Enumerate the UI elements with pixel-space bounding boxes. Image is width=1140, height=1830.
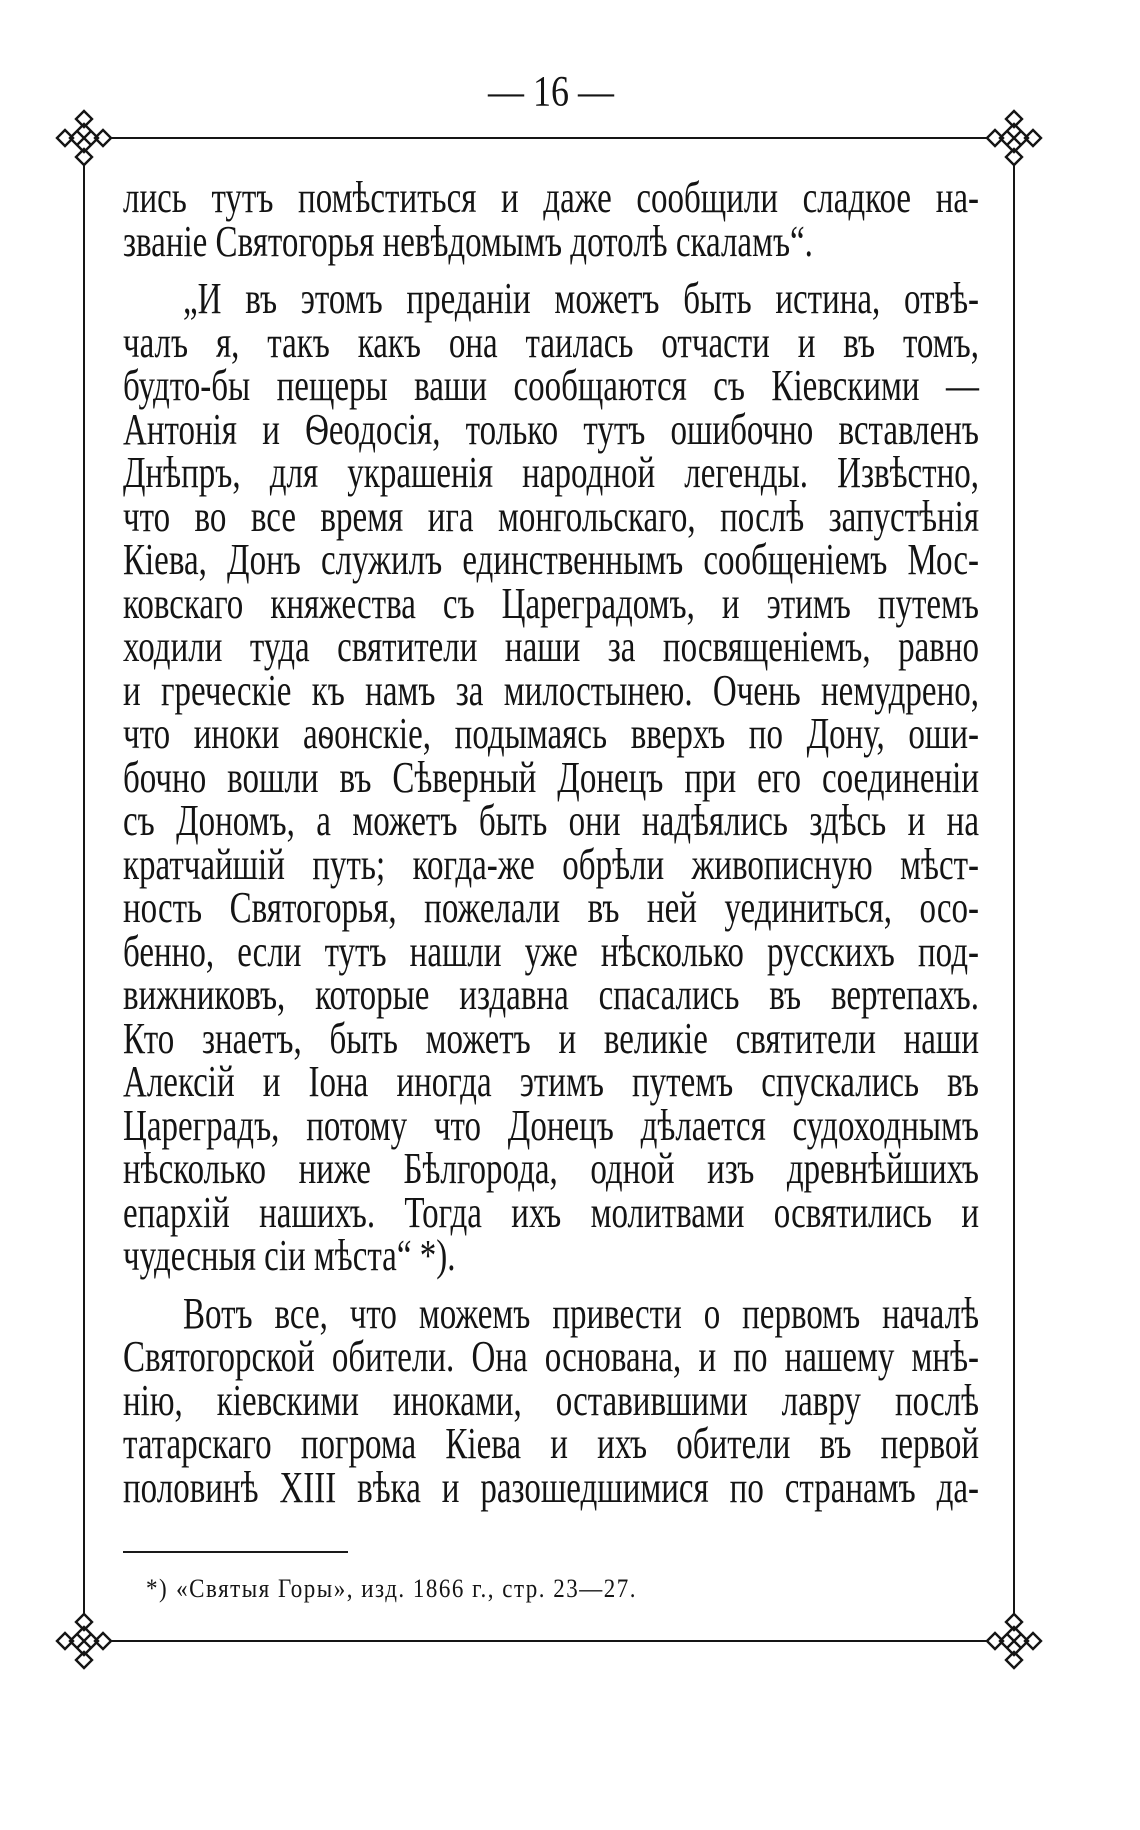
frame-left-line — [83, 165, 85, 1614]
text-line: чалъ я, такъ какъ она таилась отчасти и въ томъ, — [123, 318, 979, 368]
text-line: кратчайшій путь; когда-же обрѣли живописную мѣст- — [123, 840, 979, 890]
paragraph-3 — [123, 1289, 979, 1513]
footnote-separator — [123, 1551, 348, 1553]
text-line: будто-бы пещеры ваши сообщаются съ Кіевскими — — [123, 362, 979, 412]
text-line: Алексій и Іона иногда этимъ путемъ спускались въ — [123, 1058, 979, 1108]
footnote — [146, 1572, 637, 1607]
text-line: Днѣпръ, для украшенія народной легенды. Извѣстно, — [123, 449, 979, 499]
corner-ornament-bottom-left-icon — [54, 1611, 114, 1671]
paragraph-2 — [123, 275, 979, 1282]
footnote-marker: *) — [146, 1574, 169, 1603]
footnote-text: «Святыя Горы», изд. 1866 г., стр. 23—27. — [176, 1574, 638, 1603]
text-line: Кіева, Донъ служилъ единственнымъ сообщеніемъ Мос- — [123, 536, 979, 586]
text-line: званіе Святогорья невѣдомымъ дотолѣ скаламъ“. — [123, 217, 813, 267]
text-line: что иноки аѳонскіе, подымаясь вверхъ по Дону, оши- — [123, 710, 979, 760]
text-line: лись тутъ помѣститься и даже сообщили сладкое на- — [123, 174, 979, 224]
text-line: съ Дономъ, а можетъ быть они надѣялись здѣсь и на — [123, 797, 979, 847]
text-line: ность Святогорья, пожелали въ ней уединиться, осо- — [123, 884, 979, 934]
corner-ornament-top-left-icon — [54, 108, 114, 168]
text-line: Антонія и Ѳеодосія, только тутъ ошибочно вставленъ — [123, 405, 979, 455]
frame-right-line — [1013, 165, 1015, 1614]
text-line: епархій нашихъ. Тогда ихъ молитвами освятились и — [123, 1188, 979, 1238]
text-line: „И въ этомъ преданіи можетъ быть истина, отвѣ- — [183, 275, 979, 325]
text-line: татарскаго погрома Кіева и ихъ обители въ первой — [123, 1420, 979, 1470]
text-line: Цареградъ, потому что Донецъ дѣлается судоходнымъ — [123, 1101, 979, 1151]
text-line: бенно, если тутъ нашли уже нѣсколько русскихъ под- — [123, 927, 979, 977]
page-number: — 16 — — [488, 67, 614, 115]
text-line: и греческіе къ намъ за милостынею. Очень немудрено, — [123, 666, 979, 716]
text-line: ковскаго княжества съ Цареградомъ, и этимъ путемъ — [123, 579, 979, 629]
frame-top-line — [111, 137, 987, 139]
corner-ornament-bottom-right-icon — [984, 1611, 1044, 1671]
frame-bottom-line — [111, 1640, 987, 1642]
text-line: бочно вошли въ Сѣверный Донецъ при его соединеніи — [123, 753, 979, 803]
text-line: половинѣ XIII вѣка и разошедшимися по странамъ да- — [123, 1463, 979, 1513]
corner-ornament-top-right-icon — [984, 108, 1044, 168]
body-text — [123, 174, 979, 1513]
text-line: вижниковъ, которые издавна спасались въ вертепахъ. — [123, 971, 979, 1021]
text-line: Вотъ все, что можемъ привести о первомъ началѣ — [183, 1289, 979, 1339]
text-line: Святогорской обители. Она основана, и по нашему мнѣ- — [123, 1333, 979, 1383]
text-line: Кто знаетъ, быть можетъ и великіе святители наши — [123, 1014, 979, 1064]
text-line: что во все время ига монгольскаго, послѣ запустѣнія — [123, 492, 979, 542]
text-line: нѣсколько ниже Бѣлгорода, одной изъ древнѣйшихъ — [123, 1145, 979, 1195]
paragraph-1 — [123, 174, 979, 267]
text-line: чудесныя сіи мѣста“ *). — [123, 1232, 456, 1282]
text-line: нію, кіевскими иноками, оставившими лавру послѣ — [123, 1376, 979, 1426]
text-line: ходили туда святители наши за посвященіемъ, равно — [123, 623, 979, 673]
